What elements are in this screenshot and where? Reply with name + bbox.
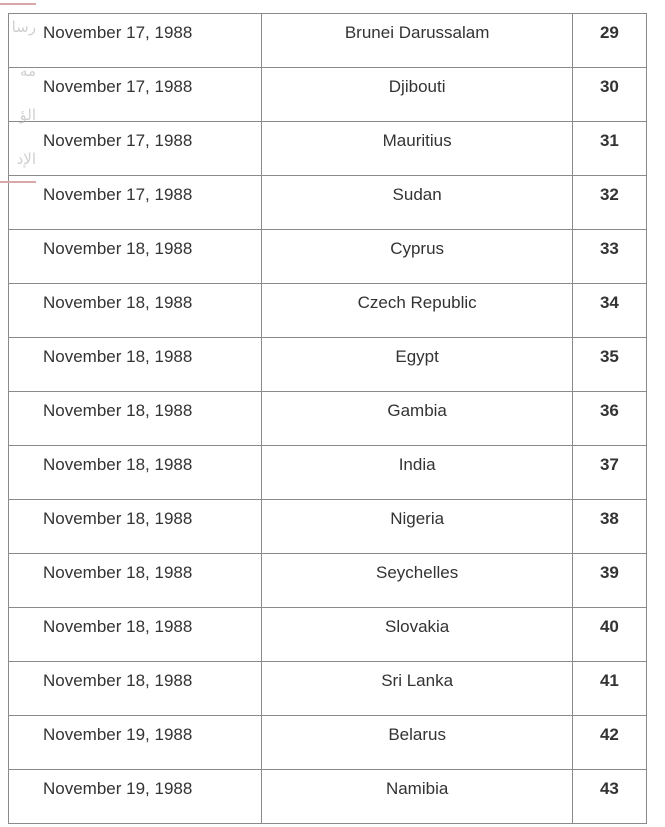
date-cell: November 17, 1988 <box>9 14 262 68</box>
country-cell: Brunei Darussalam <box>262 14 572 68</box>
country-cell: Cyprus <box>262 230 572 284</box>
date-cell: November 19, 1988 <box>9 716 262 770</box>
country-cell: Slovakia <box>262 608 572 662</box>
country-cell: Namibia <box>262 770 572 824</box>
side-menu-item-2[interactable]: مه <box>19 63 36 80</box>
country-cell: Sudan <box>262 176 572 230</box>
date-cell: November 17, 1988 <box>9 176 262 230</box>
table-row <box>9 176 647 230</box>
number-cell: 43 <box>572 770 646 824</box>
number-cell: 32 <box>572 176 646 230</box>
date-cell: November 18, 1988 <box>9 662 262 716</box>
number-cell: 33 <box>572 230 646 284</box>
date-cell: November 18, 1988 <box>9 608 262 662</box>
table-row <box>9 608 647 662</box>
date-cell: November 19, 1988 <box>9 770 262 824</box>
date-cell: November 18, 1988 <box>9 446 262 500</box>
country-cell: Nigeria <box>262 500 572 554</box>
table-row <box>9 716 647 770</box>
recognition-table <box>8 13 647 824</box>
table-row <box>9 554 647 608</box>
side-menu-item-3[interactable]: الؤ <box>19 107 36 124</box>
number-cell: 34 <box>572 284 646 338</box>
number-cell: 29 <box>572 14 646 68</box>
number-cell: 38 <box>572 500 646 554</box>
side-menu-item-4[interactable]: الإد <box>16 151 36 168</box>
number-cell: 37 <box>572 446 646 500</box>
number-cell: 30 <box>572 68 646 122</box>
table-row <box>9 230 647 284</box>
side-menu-item-1[interactable]: رسا <box>11 19 36 36</box>
country-cell: Seychelles <box>262 554 572 608</box>
date-cell: November 17, 1988 <box>9 68 262 122</box>
table-row <box>9 770 647 824</box>
country-cell: Czech Republic <box>262 284 572 338</box>
table-row <box>9 68 647 122</box>
number-cell: 42 <box>572 716 646 770</box>
table-row <box>9 284 647 338</box>
side-menu-divider <box>0 181 36 183</box>
number-cell: 31 <box>572 122 646 176</box>
country-cell: Mauritius <box>262 122 572 176</box>
country-cell: Egypt <box>262 338 572 392</box>
side-menu-divider <box>0 3 36 5</box>
table-row <box>9 122 647 176</box>
number-cell: 39 <box>572 554 646 608</box>
number-cell: 40 <box>572 608 646 662</box>
country-cell: Sri Lanka <box>262 662 572 716</box>
table-row <box>9 338 647 392</box>
country-cell: Belarus <box>262 716 572 770</box>
country-cell: India <box>262 446 572 500</box>
number-cell: 41 <box>572 662 646 716</box>
date-cell: November 17, 1988 <box>9 122 262 176</box>
date-cell: November 18, 1988 <box>9 554 262 608</box>
table-row <box>9 392 647 446</box>
table-row <box>9 14 647 68</box>
date-cell: November 18, 1988 <box>9 500 262 554</box>
table-row <box>9 446 647 500</box>
number-cell: 36 <box>572 392 646 446</box>
date-cell: November 18, 1988 <box>9 230 262 284</box>
table-row <box>9 662 647 716</box>
number-cell: 35 <box>572 338 646 392</box>
country-cell: Gambia <box>262 392 572 446</box>
country-cell: Djibouti <box>262 68 572 122</box>
table-row <box>9 500 647 554</box>
date-cell: November 18, 1988 <box>9 284 262 338</box>
table-body <box>9 14 647 824</box>
side-menu-overlay <box>0 0 36 185</box>
date-cell: November 18, 1988 <box>9 338 262 392</box>
date-cell: November 18, 1988 <box>9 392 262 446</box>
